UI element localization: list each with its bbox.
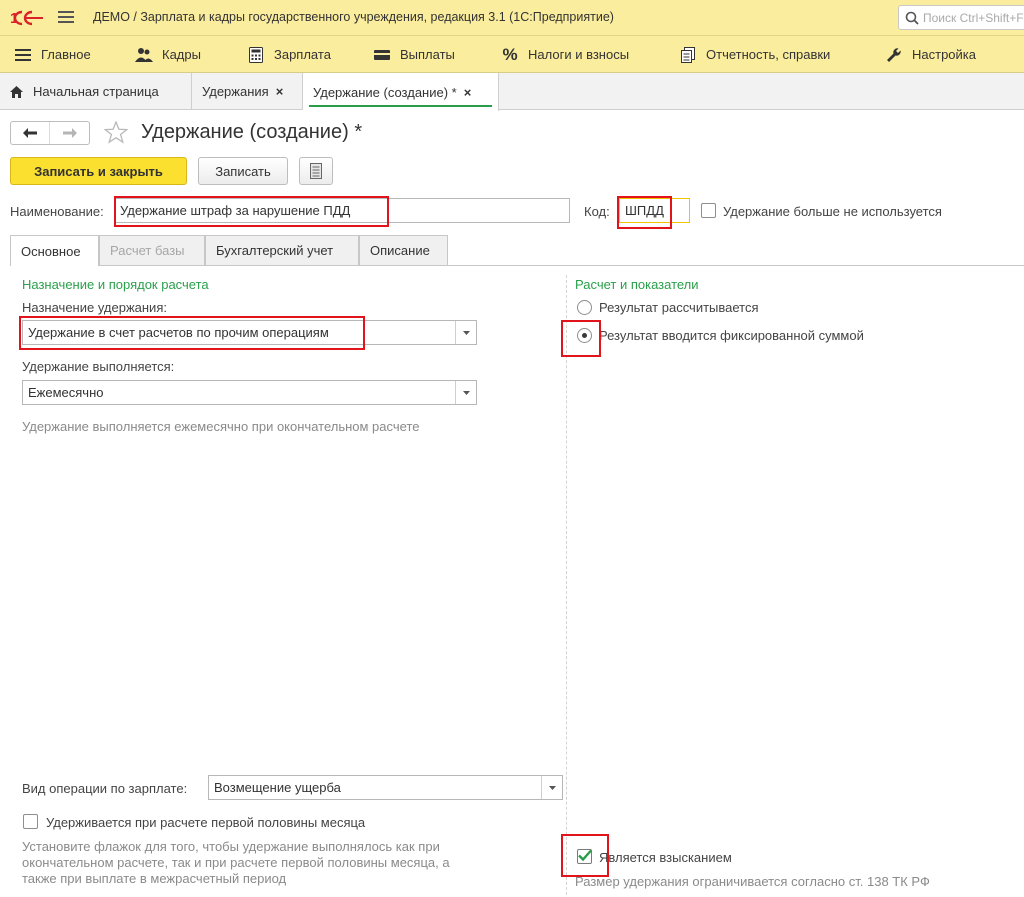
tab-accounting[interactable]: Бухгалтерский учет (205, 235, 359, 265)
tab-deduction-create[interactable] (303, 73, 499, 111)
search-icon (905, 11, 919, 25)
not-used-label: Удержание больше не используется (723, 204, 942, 219)
arrow-left-icon (23, 128, 37, 138)
radio-calculated-label: Результат рассчитывается (599, 300, 759, 315)
reports-icon (679, 46, 697, 64)
name-label: Наименование: (10, 204, 104, 219)
performed-hint: Удержание выполняется ежемесячно при окончательном расчете (22, 419, 420, 434)
first-half-hint: Установите флажок для того, чтобы удержание выполнялось как при окончательном расчете, так и при расчете первой половины месяца, а также при выплате в межрасчетный период (22, 839, 450, 886)
purpose-value: Удержание в счет расчетов по прочим операциям (28, 325, 329, 340)
recovery-label: Является взысканием (599, 850, 732, 865)
tab-divider (10, 265, 1024, 266)
active-tab-gap (11, 265, 98, 267)
performed-label: Удержание выполняется: (22, 359, 175, 374)
menu-lines-icon (14, 46, 32, 64)
tab-deductions[interactable] (192, 73, 303, 110)
report-button[interactable] (299, 157, 333, 185)
svg-text:1: 1 (10, 10, 19, 27)
back-button[interactable] (11, 122, 50, 144)
tab-base-calculation[interactable]: Расчет базы (99, 235, 205, 265)
radio-calculated[interactable] (577, 300, 592, 315)
arrow-right-icon (63, 128, 77, 138)
first-half-label: Удерживается при расчете первой половины месяца (46, 815, 366, 830)
section-main[interactable] (14, 36, 91, 73)
section-settings[interactable] (885, 36, 976, 73)
tab-label: Начальная страница (33, 84, 159, 99)
active-tab-underline (309, 105, 492, 107)
people-icon (135, 46, 153, 64)
performed-value: Ежемесячно (28, 385, 104, 400)
group-purpose-title: Назначение и порядок расчета (22, 277, 209, 292)
sections-panel (0, 36, 1024, 73)
save-and-close-button[interactable]: Записать и закрыть (10, 157, 187, 185)
tab-main[interactable]: Основное (10, 235, 99, 266)
wallet-icon (373, 46, 391, 64)
close-icon[interactable]: × (463, 84, 472, 100)
code-field[interactable] (619, 198, 690, 223)
section-label: Главное (41, 47, 91, 62)
radio-fixed-label: Результат вводится фиксированной суммой (599, 328, 864, 343)
section-label: Выплаты (400, 47, 455, 62)
dropdown-arrow-icon[interactable] (541, 776, 562, 799)
radio-fixed[interactable] (577, 328, 592, 343)
operation-select[interactable] (208, 775, 563, 800)
form-title: Удержание (создание) * (141, 121, 363, 143)
search-placeholder: Поиск Ctrl+Shift+F (923, 11, 1024, 25)
dropdown-arrow-icon[interactable] (455, 321, 476, 344)
dropdown-arrow-icon[interactable] (455, 381, 476, 404)
navigation-buttons (10, 121, 90, 145)
section-salary[interactable] (247, 36, 331, 73)
first-half-checkbox[interactable] (23, 814, 38, 829)
title-bar (0, 0, 1024, 36)
tab-home[interactable] (0, 73, 192, 110)
name-field[interactable] (114, 198, 570, 223)
open-pages-bar (0, 73, 1024, 110)
1c-logo (10, 9, 44, 27)
group-calculation-title: Расчет и показатели (575, 277, 699, 292)
save-button[interactable]: Записать (198, 157, 288, 185)
calculator-icon (247, 46, 265, 64)
section-label: Отчетность, справки (706, 47, 831, 62)
operation-label: Вид операции по зарплате: (22, 781, 188, 796)
section-label: Кадры (162, 47, 201, 62)
column-separator (566, 275, 567, 895)
home-icon (10, 86, 23, 98)
forward-button[interactable] (50, 122, 89, 144)
purpose-label: Назначение удержания: (22, 300, 167, 315)
section-personnel[interactable] (135, 36, 201, 73)
main-menu-icon[interactable] (58, 10, 74, 24)
recovery-checkbox[interactable] (577, 849, 592, 864)
search-field[interactable] (898, 5, 1024, 30)
section-reports[interactable] (679, 36, 830, 73)
section-payments[interactable] (373, 36, 455, 73)
section-taxes[interactable] (501, 36, 629, 73)
section-label: Зарплата (274, 47, 331, 62)
close-icon[interactable]: × (275, 84, 284, 99)
checkmark-icon (577, 848, 592, 863)
tab-label: Удержания (202, 84, 269, 99)
percent-icon: % (502, 44, 518, 64)
app-title: ДЕМО / Зарплата и кадры государственного учреждения, редакция 3.1 (1С:Предприятие) (93, 10, 614, 24)
section-label: Настройка (912, 47, 976, 62)
performed-select[interactable] (22, 380, 477, 405)
recovery-hint: Размер удержания ограничивается согласно ст. 138 ТК РФ (575, 874, 930, 889)
purpose-select[interactable] (22, 320, 477, 345)
favorite-star-icon[interactable] (104, 121, 128, 144)
tab-label: Удержание (создание) * (313, 84, 457, 100)
operation-value: Возмещение ущерба (214, 780, 341, 795)
document-icon (310, 163, 322, 179)
code-label: Код: (584, 204, 610, 219)
wrench-icon (885, 46, 903, 64)
section-label: Налоги и взносы (528, 47, 630, 62)
name-value: Удержание штраф за нарушение ПДД (120, 203, 351, 218)
tab-description[interactable]: Описание (359, 235, 448, 265)
not-used-checkbox[interactable] (701, 203, 716, 218)
code-value: ШПДД (625, 203, 664, 218)
